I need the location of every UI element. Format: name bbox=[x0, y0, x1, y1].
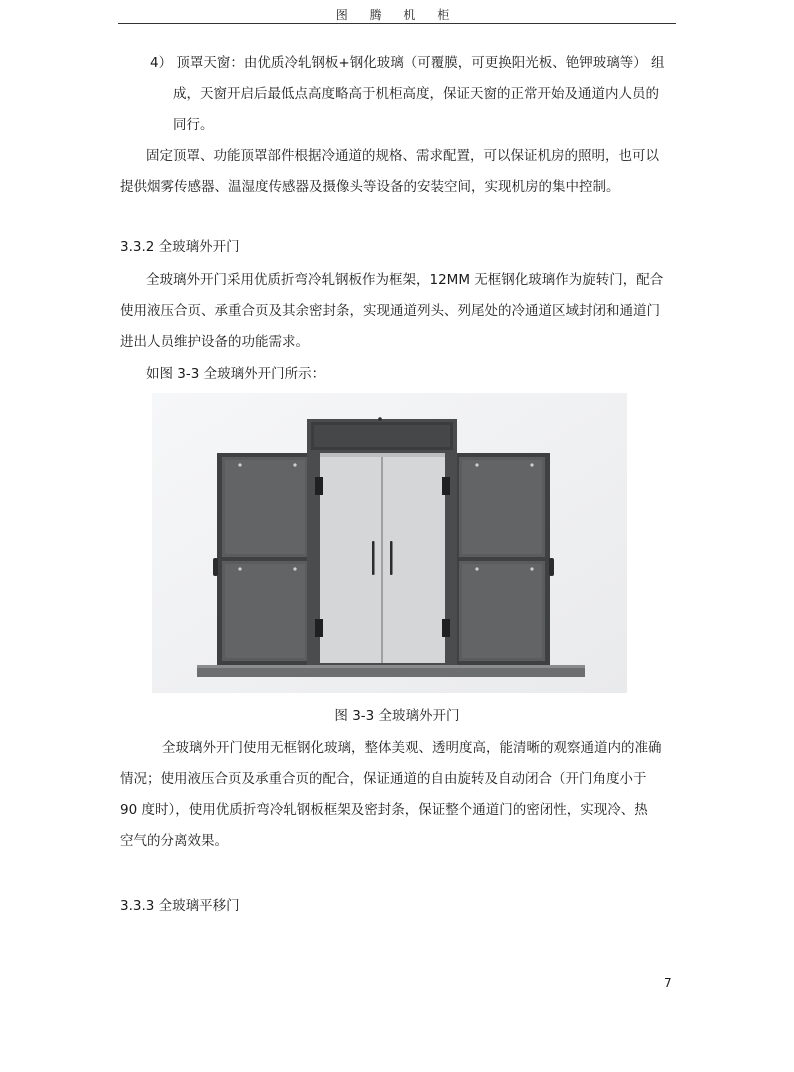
glass-door-figure bbox=[152, 393, 627, 693]
fixed-cover-line-2: 提供烟雾传感器、温湿度传感器及摄像头等设备的安装空间，实现机房的集中控制。 bbox=[120, 179, 620, 195]
s332-line-2: 使用液压合页、承重合页及其余密封条，实现通道列头、列尾处的冷通道区域封闭和通道门 bbox=[120, 303, 660, 319]
section-heading-3-3-2: 3.3.2 全玻璃外开门 bbox=[120, 239, 240, 255]
left-handle bbox=[372, 541, 375, 575]
s332-line-3: 进出人员维护设备的功能需求。 bbox=[120, 334, 309, 350]
left-cabinet bbox=[213, 453, 313, 665]
after-line-4: 空气的分离效果。 bbox=[120, 833, 228, 849]
page-number: 7 bbox=[664, 976, 672, 990]
item4-line-1: 4） 顶罩天窗：由优质冷轧钢板+钢化玻璃（可覆膜，可更换阳光板、铯钾玻璃等） 组 bbox=[150, 55, 665, 71]
s332-line-1: 全玻璃外开门采用优质折弯冷轧钢板作为框架，12MM 无框钢化玻璃作为旋转门，配合 bbox=[146, 272, 664, 288]
figure-caption: 图 3-3 全玻璃外开门 bbox=[334, 708, 460, 724]
section-heading-3-3-3: 3.3.3 全玻璃平移门 bbox=[120, 898, 240, 914]
base-platform-edge bbox=[197, 665, 585, 668]
header-title: 图 腾 机 柜 bbox=[335, 8, 459, 22]
right-cabinet bbox=[454, 453, 554, 665]
glass-doors bbox=[320, 453, 445, 663]
after-line-3: 90 度时），使用优质折弯冷轧钢板框架及密封条，保证整个通道门的密闭性，实现冷、热 bbox=[120, 802, 648, 818]
header-rule bbox=[118, 23, 676, 24]
fixed-cover-line-1: 固定顶罩、功能顶罩部件根据冷通道的规格、需求配置，可以保证机房的照明，也可以 bbox=[146, 148, 659, 164]
item4-line-2: 成，天窗开启后最低点高度略高于机柜高度，保证天窗的正常开始及通道内人员的 bbox=[173, 86, 659, 102]
after-line-2: 情况；使用液压合页及承重合页的配合，保证通道的自由旋转及自动闭合（开门角度小于 bbox=[120, 771, 647, 787]
after-line-1: 全玻璃外开门使用无框钢化玻璃，整体美观、透明度高，能清晰的观察通道内的准确 bbox=[162, 740, 662, 756]
right-handle bbox=[390, 541, 393, 575]
figure-intro-line: 如图 3-3 全玻璃外开门所示： bbox=[146, 366, 326, 382]
item4-line-3: 同行。 bbox=[173, 117, 214, 133]
